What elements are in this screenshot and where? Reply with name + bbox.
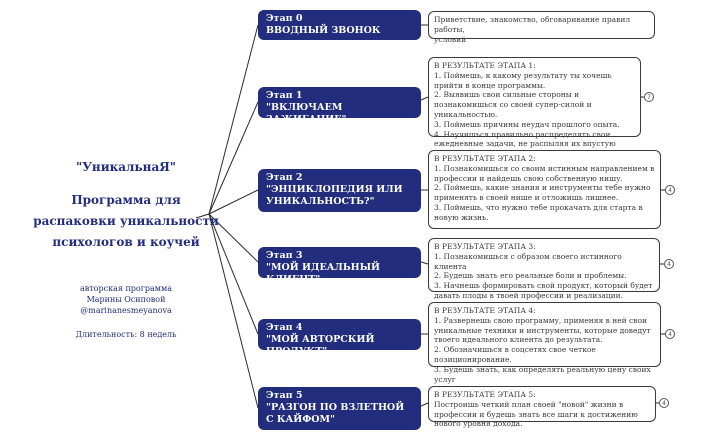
result-node-2[interactable] xyxy=(428,150,661,229)
result-node-1[interactable] xyxy=(428,57,641,149)
result-text: В РЕЗУЛЬТАТЕ ЭТАПА 4: 1. Развернешь свою программу, применяя в ней свои уникальные техники и инструменты, которые доведут твоего идеального клиента до результата. 2. Обозначишься в соцсетях свое четкое позиционирование. 3. Будешь знать, как определять реальную цену своих услуг xyxy=(434,306,651,384)
result-text: В РЕЗУЛЬТАТЕ ЭТАПА 5: Построишь четкий план своей "новой" жизни в профессии и будешь знать все шаги к достижению нового уровня дохода. xyxy=(434,390,638,429)
stage-node-0[interactable] xyxy=(258,10,421,40)
stage-name: "РАЗГОН ПО ВЗЛЕТНОЙ С КАЙФОМ" xyxy=(266,402,405,425)
stage-name: "ВКЛЮЧАЕМ ЗАЖИГАНИЕ" xyxy=(266,102,347,125)
program-title: "УникальнаЯ" xyxy=(75,160,177,174)
stage-name: "ЭНЦИКЛОПЕДИЯ ИЛИ УНИКАЛЬНОСТЬ?" xyxy=(266,184,403,207)
result-node-5[interactable] xyxy=(428,386,656,429)
stage-label: Этап 5 xyxy=(266,390,303,401)
stage-name: ВВОДНЫЙ ЗВОНОК xyxy=(266,25,381,36)
stage-name: "МОЙ ИДЕАЛЬНЫЙ КЛИЕНТ" xyxy=(266,262,381,285)
stage-node-3[interactable] xyxy=(258,247,421,285)
result-text: В РЕЗУЛЬТАТЕ ЭТАПА 1: 1. Поймешь, к какому результату ты хочешь прийти в конце программы. 2. Выявишь свои сильные стороны и познакомишься со своей супер-силой и уникальностью. 3. Поймешь причины неудач прошлого опыта. 4. Научишься правильно распределять свои ежедневные задачи, не распыляя их впустую xyxy=(434,61,620,149)
result-node-4[interactable] xyxy=(428,302,661,384)
stage-name: "МОЙ АВТОРСКИЙ ПРОДУКТ" xyxy=(266,334,375,357)
program-duration: Длительность: 8 недель xyxy=(75,330,177,339)
collapse-badge-stage2[interactable]: 4 xyxy=(665,185,675,195)
result-text: Приветствие, знакомство, обговаривание правил работы, условий xyxy=(434,15,631,44)
collapse-badge-stage1[interactable]: 7 xyxy=(644,92,654,102)
result-text: В РЕЗУЛЬТАТЕ ЭТАПА 3: 1. Познакомишься с образом своего истинного клиента 2. Будешь знать его реальные боли и проблемы. 3. Начнешь формировать свой продукт, который будет давать плоды в твоей профессии и реализации. xyxy=(434,242,653,300)
stage-label: Этап 2 xyxy=(266,172,303,183)
collapse-badge-stage5[interactable]: 4 xyxy=(659,398,669,408)
result-link-stage5 xyxy=(421,403,428,406)
stage-node-4[interactable] xyxy=(258,319,421,357)
stage-node-5[interactable] xyxy=(258,387,421,430)
central-topic[interactable] xyxy=(30,160,222,339)
stage-label: Этап 4 xyxy=(266,322,303,333)
author-note: авторская программа Марины Осиповой @marinanesmeyanova xyxy=(79,284,173,315)
result-node-3[interactable] xyxy=(428,238,660,300)
program-subtitle: Программа для распаковки уникальности психологов и коучей xyxy=(33,193,219,249)
stage-node-1[interactable] xyxy=(258,87,421,125)
result-link-stage3 xyxy=(421,262,428,264)
collapse-badge-stage3[interactable]: 4 xyxy=(664,259,674,269)
result-node-0[interactable] xyxy=(428,11,655,44)
stage-label: Этап 3 xyxy=(266,250,303,261)
stage-label: Этап 0 xyxy=(266,13,303,24)
stage-node-2[interactable] xyxy=(258,169,421,212)
collapse-badge-stage4[interactable]: 4 xyxy=(665,329,675,339)
result-text: В РЕЗУЛЬТАТЕ ЭТАПА 2: 1. Познакомишься со своим истинным направлением в профессии и найдешь свою собственную нишу. 2. Поймешь, какие знания и инструменты тебе нужно применять в своей нише и отложишь лишнее. 3. Поймешь, что нужно тебе прокачать для старта в новую жизнь. xyxy=(434,154,655,222)
result-link-stage1 xyxy=(421,97,428,100)
stage-label: Этап 1 xyxy=(266,90,303,101)
